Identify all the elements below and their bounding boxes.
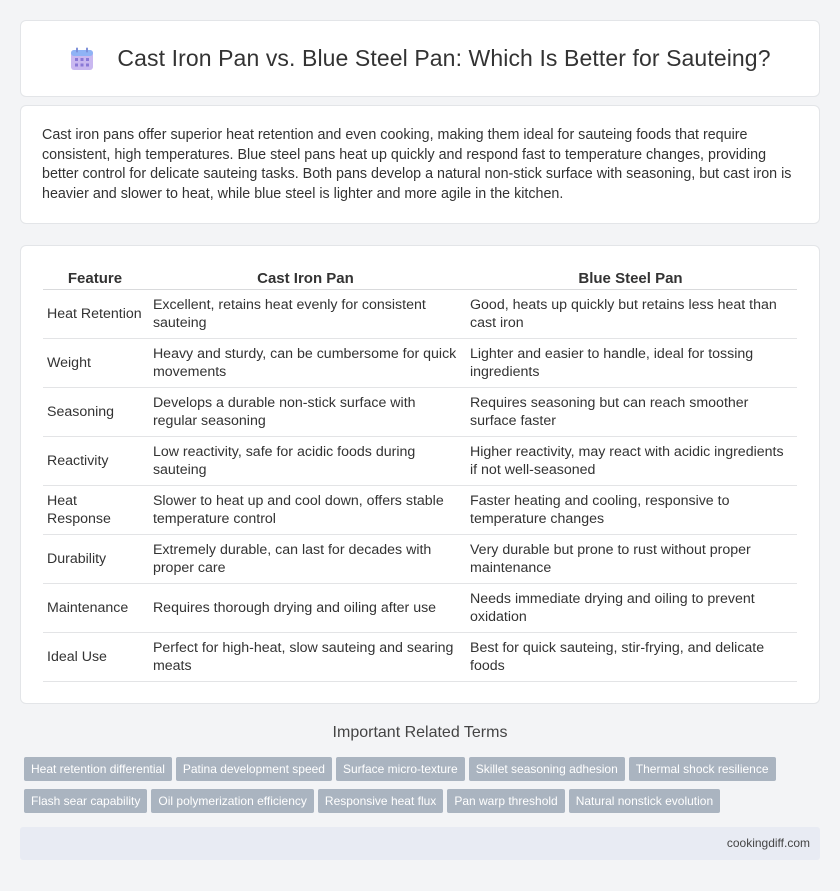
footer — [20, 827, 820, 860]
term-tag[interactable]: Oil polymerization efficiency — [151, 789, 314, 813]
title-card — [20, 20, 820, 97]
feature-cell: Seasoning — [43, 388, 147, 437]
term-tag[interactable]: Responsive heat flux — [318, 789, 443, 813]
comparison-table — [43, 264, 797, 682]
blue-steel-cell: Higher reactivity, may react with acidic ingredients if not well-seasoned — [464, 437, 797, 486]
cast-iron-cell: Extremely durable, can last for decades with proper care — [147, 535, 464, 584]
calendar-grid-icon — [69, 46, 95, 72]
table-row — [43, 290, 797, 339]
table-row — [43, 339, 797, 388]
term-tag[interactable]: Skillet seasoning adhesion — [469, 757, 625, 781]
feature-cell: Heat Response — [43, 486, 147, 535]
blue-steel-cell: Requires seasoning but can reach smoother surface faster — [464, 388, 797, 437]
page-title: Cast Iron Pan vs. Blue Steel Pan: Which Is Better for Sauteing? — [117, 45, 771, 71]
header-blue-steel: Blue Steel Pan — [464, 264, 797, 290]
feature-cell: Weight — [43, 339, 147, 388]
table-row — [43, 486, 797, 535]
term-tag[interactable]: Surface micro-texture — [336, 757, 465, 781]
term-tag[interactable]: Flash sear capability — [24, 789, 147, 813]
cast-iron-cell: Low reactivity, safe for acidic foods during sauteing — [147, 437, 464, 486]
table-row — [43, 535, 797, 584]
header-feature: Feature — [43, 264, 147, 290]
cast-iron-cell: Excellent, retains heat evenly for consistent sauteing — [147, 290, 464, 339]
header-cast-iron: Cast Iron Pan — [147, 264, 464, 290]
table-row — [43, 584, 797, 633]
intro-card — [20, 105, 820, 224]
intro-paragraph: Cast iron pans offer superior heat retention and even cooking, making them ideal for sauteing foods that require consistent, high temperatures. Blue steel pans heat up quickly and respond fast to temperature changes, providing better control for delicate sauteing tasks. Both pans develop a natural non-stick surface with seasoning, but cast iron is heavier and slower to heat, while blue steel is lighter and more agile in the kitchen. — [42, 127, 792, 202]
term-tag[interactable]: Natural nonstick evolution — [569, 789, 720, 813]
term-tag[interactable]: Thermal shock resilience — [629, 757, 776, 781]
feature-cell: Reactivity — [43, 437, 147, 486]
related-terms-heading: Important Related Terms — [332, 724, 508, 741]
table-header-row — [43, 264, 797, 290]
feature-cell: Ideal Use — [43, 633, 147, 682]
footer-site-link[interactable]: cookingdiff.com — [726, 836, 810, 850]
table-row — [43, 633, 797, 682]
cast-iron-cell: Slower to heat up and cool down, offers stable temperature control — [147, 486, 464, 535]
term-tag[interactable]: Patina development speed — [176, 757, 332, 781]
feature-cell: Heat Retention — [43, 290, 147, 339]
cast-iron-cell: Heavy and sturdy, can be cumbersome for quick movements — [147, 339, 464, 388]
comparison-table-card — [20, 245, 820, 704]
cast-iron-cell: Requires thorough drying and oiling after use — [147, 584, 464, 633]
blue-steel-cell: Faster heating and cooling, responsive to temperature changes — [464, 486, 797, 535]
blue-steel-cell: Best for quick sauteing, stir-frying, and delicate foods — [464, 633, 797, 682]
blue-steel-cell: Lighter and easier to handle, ideal for tossing ingredients — [464, 339, 797, 388]
table-row — [43, 388, 797, 437]
feature-cell: Maintenance — [43, 584, 147, 633]
cast-iron-cell: Perfect for high-heat, slow sauteing and searing meats — [147, 633, 464, 682]
blue-steel-cell: Needs immediate drying and oiling to prevent oxidation — [464, 584, 797, 633]
cast-iron-cell: Develops a durable non-stick surface with regular seasoning — [147, 388, 464, 437]
blue-steel-cell: Good, heats up quickly but retains less heat than cast iron — [464, 290, 797, 339]
term-tag[interactable]: Heat retention differential — [24, 757, 172, 781]
table-row — [43, 437, 797, 486]
term-tag[interactable]: Pan warp threshold — [447, 789, 564, 813]
blue-steel-cell: Very durable but prone to rust without proper maintenance — [464, 535, 797, 584]
related-terms-tags — [24, 757, 820, 821]
feature-cell: Durability — [43, 535, 147, 584]
